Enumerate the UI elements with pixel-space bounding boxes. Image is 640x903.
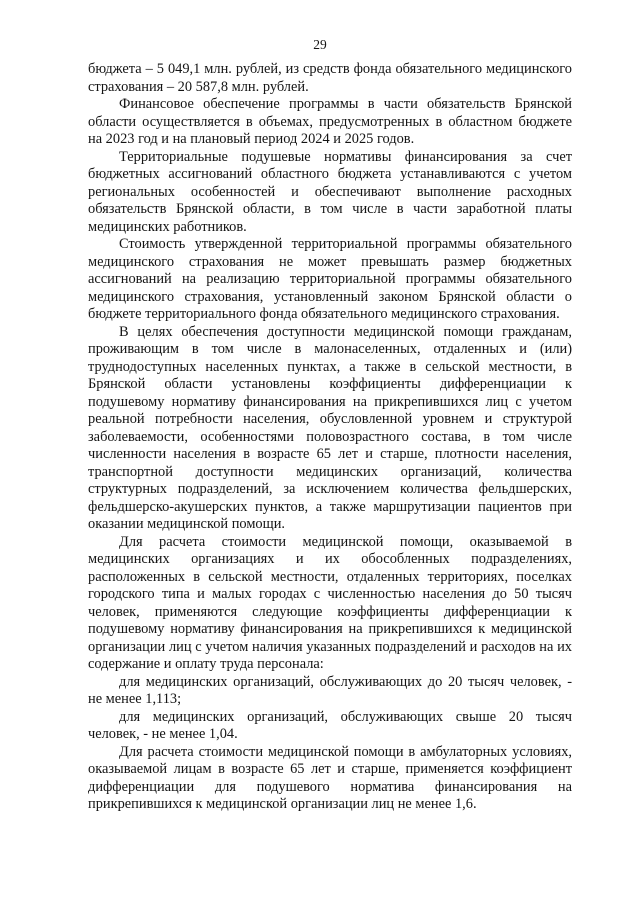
paragraph-per-capita-norms: Территориальные подушевые нормативы финансирования за счет бюджетных ассигнований областного бюджета устанавливаются с учетом региональных особенностей и обеспечивают выполнение расходных обязательств Брянской области, в том числе в части заработной платы медицинских работников. [88,148,572,235]
paragraph-oms-program-cost: Стоимость утвержденной территориальной программы обязательного медицинского страхования не может превышать размер бюджетных ассигнований на реализацию территориальной программы обязательного медицинского страхования, установленный законом Брянской области о бюджете территориального фонда обязательного медицинского страхования. [88,236,572,322]
paragraph-coefficient-under-20k: для медицинских организаций, обслуживающих до 20 тысяч человек, - не менее 1,113; [88,673,572,707]
body-text [88,61,572,814]
paragraph-coefficient-65-plus: Для расчета стоимости медицинской помощи в амбулаторных условиях, оказываемой лицам в возрасте 65 лет и старше, применяется коэффициент дифференциации для подушевого норматива финансирования на прикрепившихся к медицинской организации лиц не менее 1,6. [88,743,572,812]
paragraph-budget-continuation: бюджета – 5 049,1 млн. рублей, из средств фонда обязательного медицинского страхования – 20 587,8 млн. рублей. [88,61,572,95]
paragraph-rural-cost-calculation: Для расчета стоимости медицинской помощи, оказываемой в медицинских организациях и их обособленных подразделениях, расположенных в сельской местности, отдаленных территориях, поселках городского типа и малых городах с численностью населения до 50 тысяч человек, применяются следующие коэффициенты дифференциации к подушевому нормативу финансирования на прикрепившихся к медицинской организации лиц с учетом наличия указанных подразделений и расходов на их содержание и оплату труда персонала: [88,533,572,672]
paragraph-financial-support: Финансовое обеспечение программы в части обязательств Брянской области осуществляется в объемах, предусмотренных в областном бюджете на 2023 год и на плановый период 2024 и 2025 годов. [88,96,572,147]
paragraph-coefficient-over-20k: для медицинских организаций, обслуживающих свыше 20 тысяч человек, - не менее 1,04. [88,708,572,742]
paragraph-accessibility-coefficients: В целях обеспечения доступности медицинской помощи гражданам, проживающим в том числе в малонаселенных, отдаленных и (или) труднодоступных населенных пунктах, а также в сельской местности, в Брянской области установлены коэффициенты дифференциации к подушевому нормативу финансирования на прикрепившихся лиц с учетом реальной потребности населения, обусловленной уровнем и структурой заболеваемости, особенностями половозрастного состава, в том числе численности населения в возрасте 65 лет и старше, плотности населения, транспортной доступности медицинских организаций, количества структурных подразделений, за исключением количества фельдшерских, фельдшерско-акушерских пунктов, а также маршрутизации пациентов при оказании медицинской помощи. [88,323,572,532]
page-number: 29 [313,37,327,52]
